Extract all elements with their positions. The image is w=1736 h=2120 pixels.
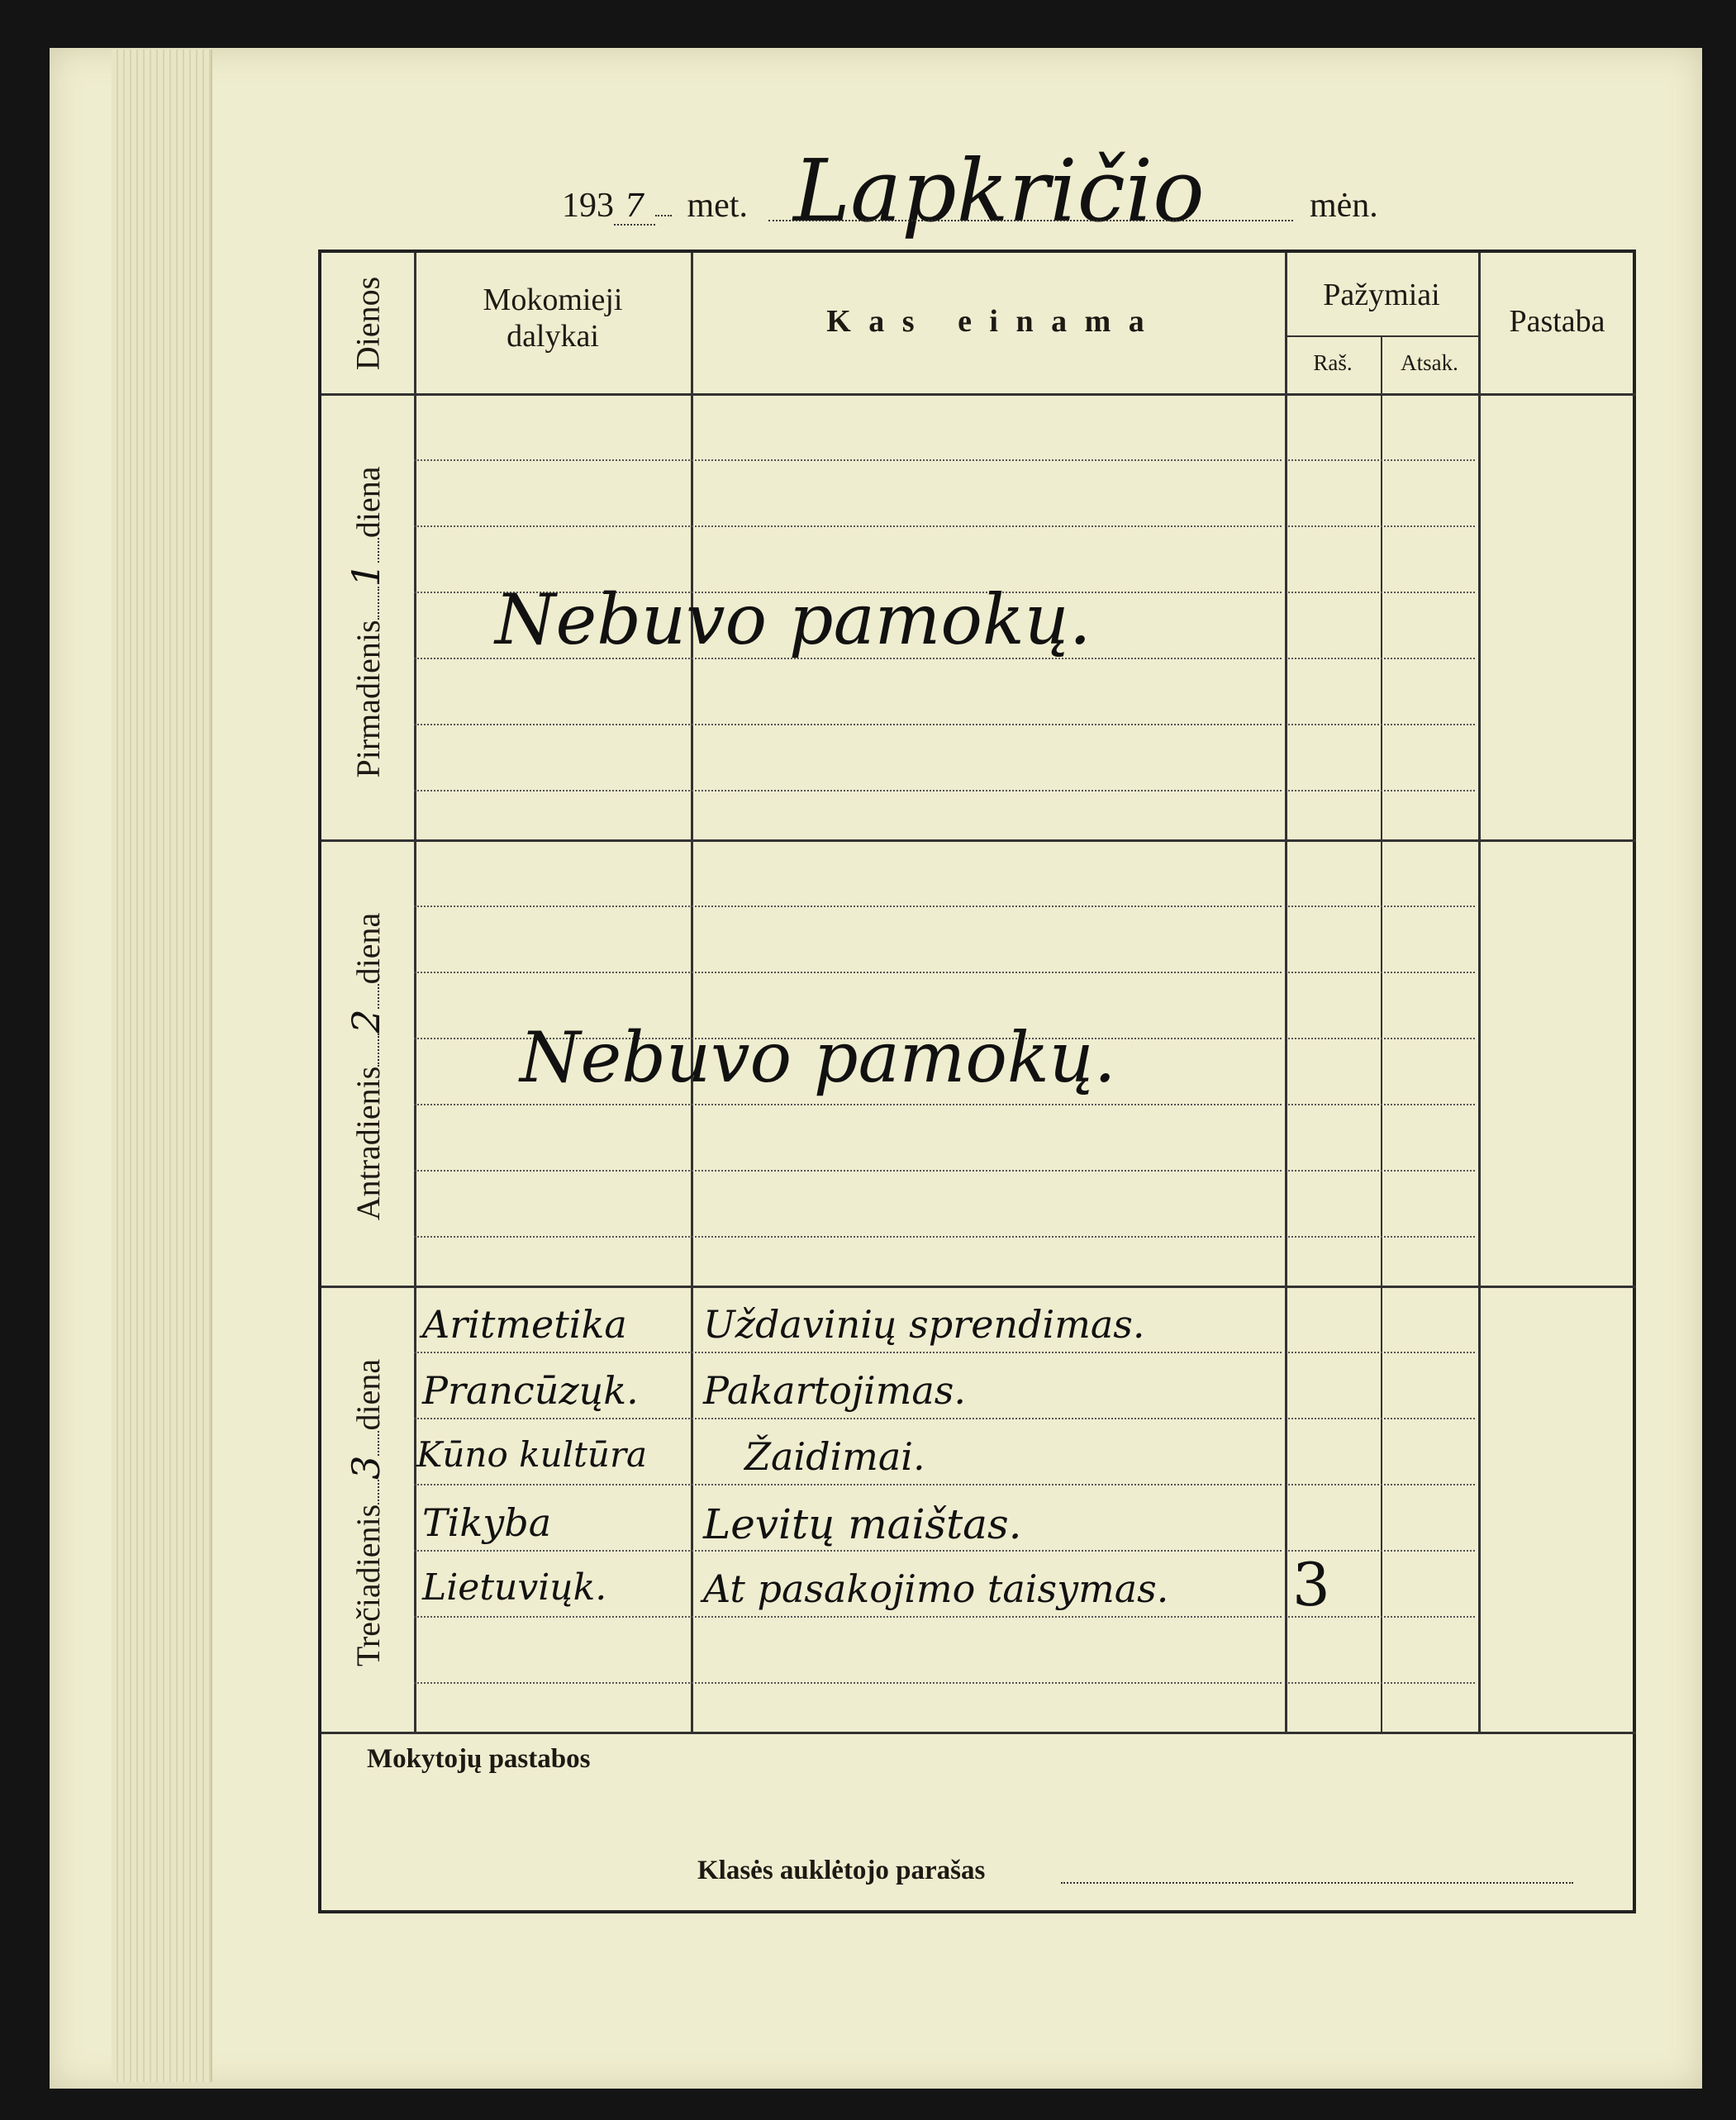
day3-topic-1: Uždavinių sprendimas. <box>703 1302 1145 1347</box>
day1-note: Nebuvo pamokų. <box>495 579 1092 660</box>
day1-weekday: Pirmadienis <box>350 620 387 778</box>
signature-line <box>1061 1882 1573 1884</box>
day3-weekday: Trečiadienis <box>350 1504 387 1667</box>
year-prefix: 193 <box>562 187 614 225</box>
day3-subject-5: Lietuviųk. <box>422 1566 607 1609</box>
month-handwritten: Lapkričio <box>793 140 1205 241</box>
day3-subject-3: Kūno kultūra <box>416 1434 648 1475</box>
day3-label <box>344 1298 388 1728</box>
day3-subject-2: Prancūzųk. <box>422 1368 639 1413</box>
day1-label <box>344 407 388 837</box>
header-pastaba: Pastaba <box>1509 304 1605 339</box>
men-label: mėn. <box>1310 187 1378 225</box>
day3-diena: diena <box>350 1358 387 1431</box>
day2-note: Nebuvo pamokų. <box>520 1017 1116 1098</box>
day3-topic-5: At pasakojimo taisymas. <box>703 1566 1169 1611</box>
day2-diena: diena <box>350 912 387 985</box>
header-dienos: Dienos <box>349 276 387 371</box>
day3-subject-4: Tikyba <box>422 1500 552 1545</box>
met-label: met. <box>687 187 748 225</box>
header-atsak: Atsak. <box>1401 350 1458 375</box>
day3-topic-2: Pakartojimas. <box>703 1368 967 1413</box>
header-pazymiai: Pažymiai <box>1323 278 1440 312</box>
header-kas-einama: K a s e i n a m a <box>826 304 1149 339</box>
day3-subject-1: Aritmetika <box>422 1302 627 1347</box>
month-dotted-line <box>768 220 1293 221</box>
day3-topic-3: Žaidimai. <box>744 1434 925 1479</box>
day3-number: 3 <box>344 1455 388 1480</box>
day2-number: 2 <box>344 1009 388 1034</box>
day2-label <box>344 852 388 1281</box>
header-subjects: Mokomieji dalykai <box>483 283 623 354</box>
day2-weekday: Antradienis <box>350 1066 387 1221</box>
day3-topic-4: Levitų maištas. <box>703 1500 1022 1548</box>
teacher-notes-label: Mokytojų pastabos <box>367 1744 591 1774</box>
page-edges <box>112 50 212 2082</box>
signature-label: Klasės auklėtojo parašas <box>697 1856 986 1885</box>
year-handwritten: 7 <box>614 188 655 226</box>
day1-diena: diena <box>350 466 387 539</box>
schedule-table <box>318 250 1636 1913</box>
header-ras: Raš. <box>1313 350 1353 375</box>
year-field <box>562 186 748 226</box>
day3-grade-5: 3 <box>1292 1550 1330 1619</box>
day1-number: 1 <box>344 563 388 587</box>
